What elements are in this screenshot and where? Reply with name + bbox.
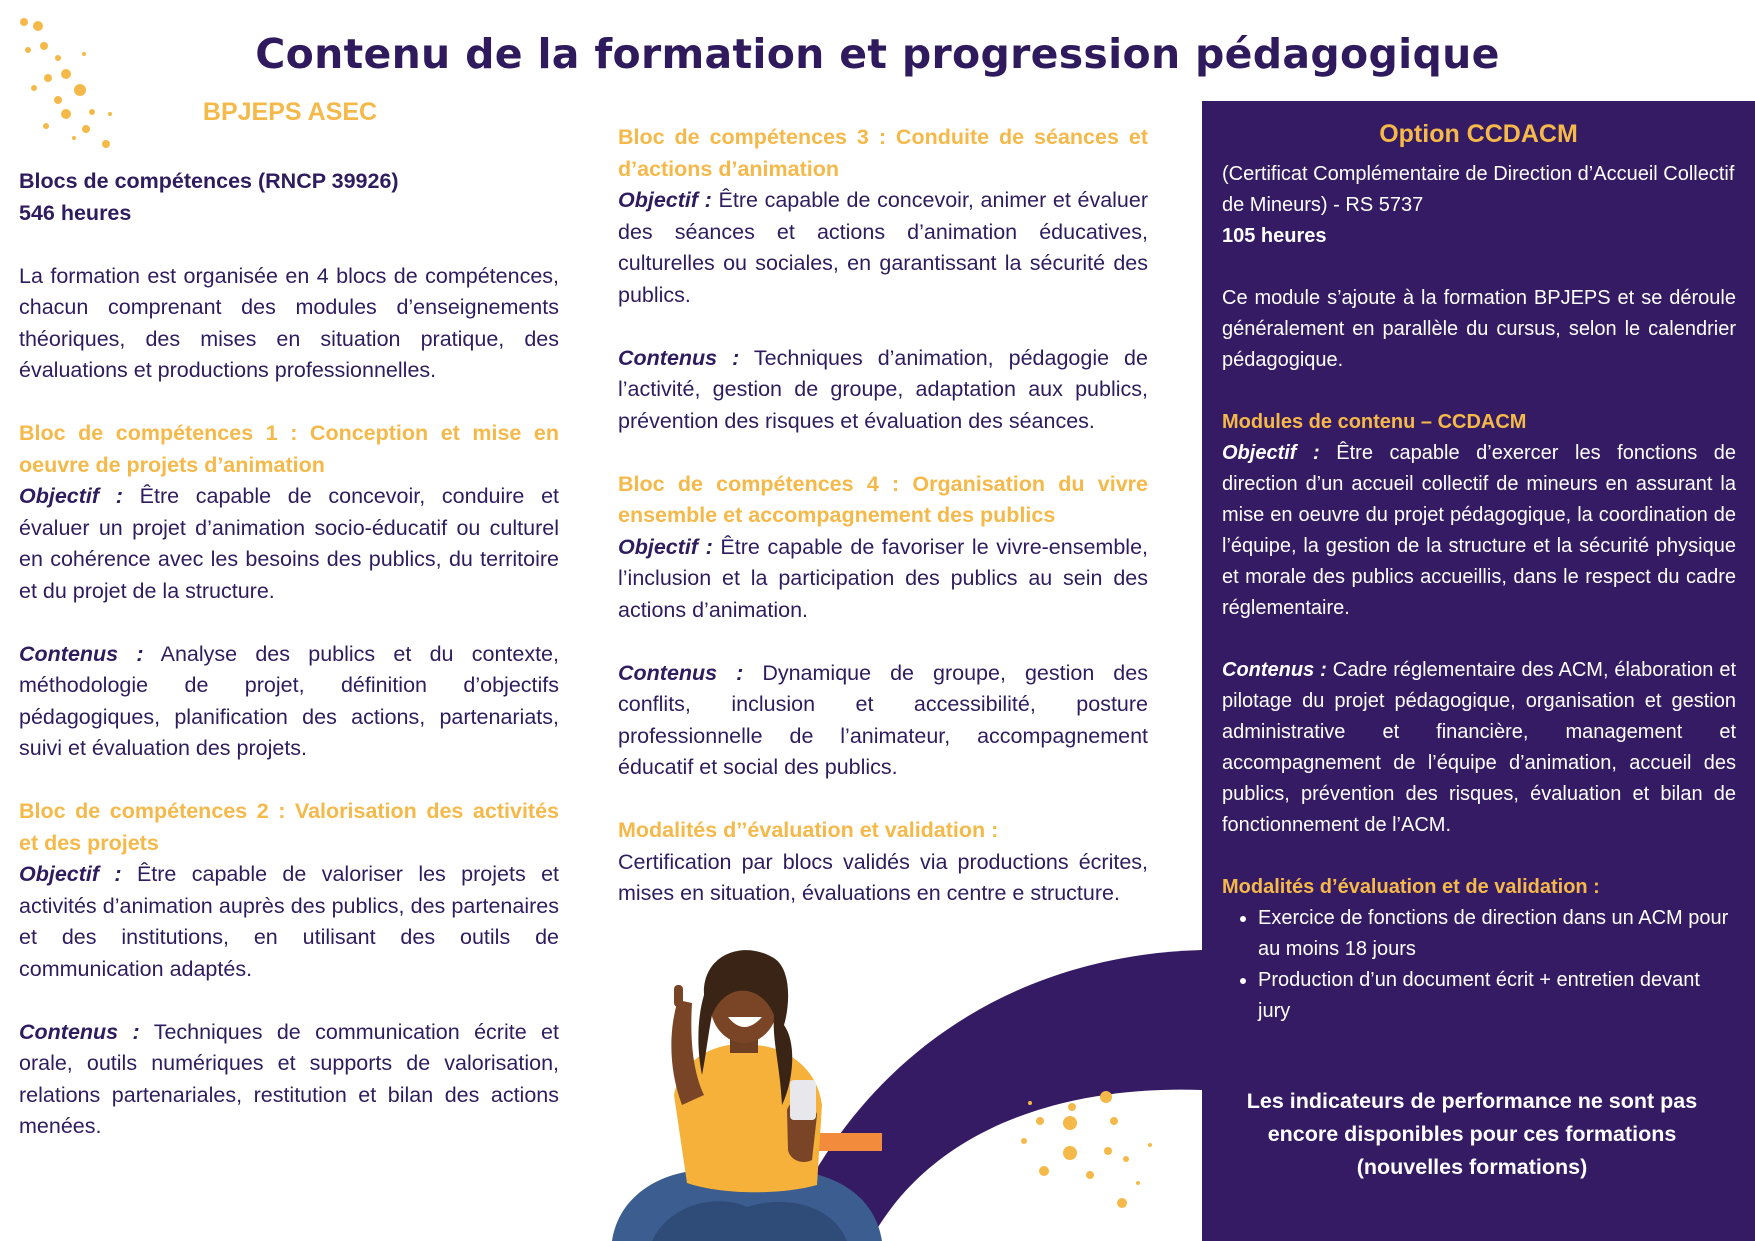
ccdacm-modalites-list <box>1222 903 1736 1027</box>
objectif-label: Objectif : <box>1222 442 1320 464</box>
bloc4-contenus <box>618 658 1148 784</box>
objectif-label: Objectif : <box>19 484 123 508</box>
page-title: Contenu de la formation et progression pédagogique <box>255 30 1500 78</box>
woman-with-phone-illustration <box>612 945 882 1241</box>
blocs-hours: 546 heures <box>19 200 132 225</box>
ccdacm-title: Option CCDACM <box>1379 120 1578 148</box>
performance-note: Les indicateurs de performance ne sont pas encore disponibles pour ces formations (nouvelles formations) <box>1246 1089 1698 1179</box>
contenus-label: Contenus : <box>618 660 744 685</box>
bloc1-objectif <box>19 481 559 607</box>
ccdacm-description: (Certificat Complémentaire de Direction d’Accueil Collectif de Mineurs) - RS 5737 <box>1222 163 1735 216</box>
modalites-text: Certification par blocs validés via productions écrites, mises en situation, évaluations en centre e structure. <box>618 849 1148 905</box>
list-item: • Production d’un document écrit + entretien devant jury <box>1258 965 1736 1027</box>
bloc3-objectif <box>618 185 1148 311</box>
objectif-label: Objectif : <box>618 188 712 212</box>
bloc1-objectif-text: Être capable de concevoir, conduire et évaluer un projet d’animation socio-éducatif ou culturel en cohérence avec les besoins des publics, du territoire et du projet de la structure. <box>19 484 560 603</box>
bloc2-objectif <box>19 859 559 985</box>
ccdacm-intro: Ce module s’ajoute à la formation BPJEPS et se déroule généralement en parallèle du cursus, selon le calendrier pédagogique. <box>1222 287 1736 371</box>
bloc2-objectif-text: Être capable de valoriser les projets et activités d’animation auprès des publics, des partenaires et des institutions, en utilisant des outils de communication adaptés. <box>19 862 559 981</box>
column-bpjeps-blocs-3-4 <box>618 122 1148 910</box>
bloc1-title: Bloc de compétences 1 : Conception et mise en oeuvre de projets d’animation <box>19 421 559 477</box>
program-subtitle: BPJEPS ASEC <box>202 98 378 126</box>
bloc3-contenus-text: Techniques d’animation, pédagogie de l’activité, gestion de groupe, adaptation aux publics, prévention des risques et évaluation des séances. <box>618 345 1148 433</box>
bloc4-title: Bloc de compétences 4 : Organisation du vivre ensemble et accompagnement des publics <box>618 471 1148 527</box>
bloc3-contenus <box>618 343 1148 438</box>
ccdacm-contenus-text: Cadre réglementaire des ACM, élaboration et pilotage du projet pédagogique, organisation et gestion administrative et financière, management et accompagnement de l’équipe d’animation, accueil des publics, prévention des risques, évaluation et bilan de fonctionnement de l’ACM. <box>1222 659 1737 836</box>
bloc1-contenus-text: Analyse des publics et du contexte, méthodologie de projet, définition d’objectifs pédagogiques, planification des actions, partenariats, suivi et évaluation des projets. <box>19 641 559 760</box>
contenus-label: Contenus : <box>19 1019 140 1044</box>
ccdacm-objectif <box>1222 438 1736 624</box>
bloc2-title: Bloc de compétences 2 : Valorisation des activités et des projets <box>19 799 559 855</box>
contenus-label: Contenus : <box>19 641 144 666</box>
ccdacm-contenus <box>1222 655 1736 841</box>
formation-intro: La formation est organisée en 4 blocs de compétences, chacun comprenant des modules d’enseignements théoriques, des mises en situation pratique, des évaluations et productions professionnelles. <box>19 263 559 382</box>
bloc2-contenus <box>19 1017 559 1143</box>
blocs-heading: Blocs de compétences (RNCP 39926) <box>19 169 399 193</box>
bloc4-objectif <box>618 532 1148 627</box>
objectif-label: Objectif : <box>19 862 122 886</box>
ccdacm-modalites-title: Modalités d’évaluation et de validation : <box>1222 876 1600 898</box>
list-item: • Exercice de fonctions de direction dans un ACM pour au moins 18 jours <box>1258 903 1736 965</box>
bloc2-contenus-text: Techniques de communication écrite et orale, outils numériques et supports de valorisation, relations partenariales, restitution et bilan des actions menées. <box>19 1019 559 1138</box>
ccdacm-content <box>1222 159 1736 1027</box>
bloc3-title: Bloc de compétences 3 : Conduite de séances et d’actions d’animation <box>618 125 1148 181</box>
bloc4-contenus-text: Dynamique de groupe, gestion des conflits, inclusion et accessibilité, posture professionnelle de l’animateur, accompagnement éducatif et social des publics. <box>618 660 1148 779</box>
contenus-label: Contenus : <box>1222 659 1327 681</box>
bloc3-objectif-text: Être capable de concevoir, animer et évaluer des séances et actions d’animation éducatives, culturelles ou sociales, en garantissant la sécurité des publics. <box>618 188 1148 307</box>
contenus-label: Contenus : <box>618 345 740 370</box>
ccdacm-objectif-text: Être capable d’exercer les fonctions de direction d’un accueil collectif de mineurs en assurant la mise en oeuvre du projet pédagogique, la coordination de l’équipe, la gestion de la structure et la sécurité physique et morale des publics accueillis, dans le respect du cadre réglementaire. <box>1222 442 1737 619</box>
ccdacm-modules-title: Modules de contenu – CCDACM <box>1222 411 1527 433</box>
ccdacm-hours: 105 heures <box>1222 225 1327 247</box>
decorative-dots-bottom <box>1010 1085 1160 1215</box>
bloc4-objectif-text: Être capable de favoriser le vivre-ensemble, l’inclusion et la participation des publics au sein des actions d’animation. <box>618 534 1149 622</box>
modalites-title: Modalités d’’évaluation et validation : <box>618 818 999 842</box>
bloc1-contenus <box>19 639 559 765</box>
column-bpjeps-blocs-1-2 <box>19 166 559 1143</box>
objectif-label: Objectif : <box>618 534 713 559</box>
